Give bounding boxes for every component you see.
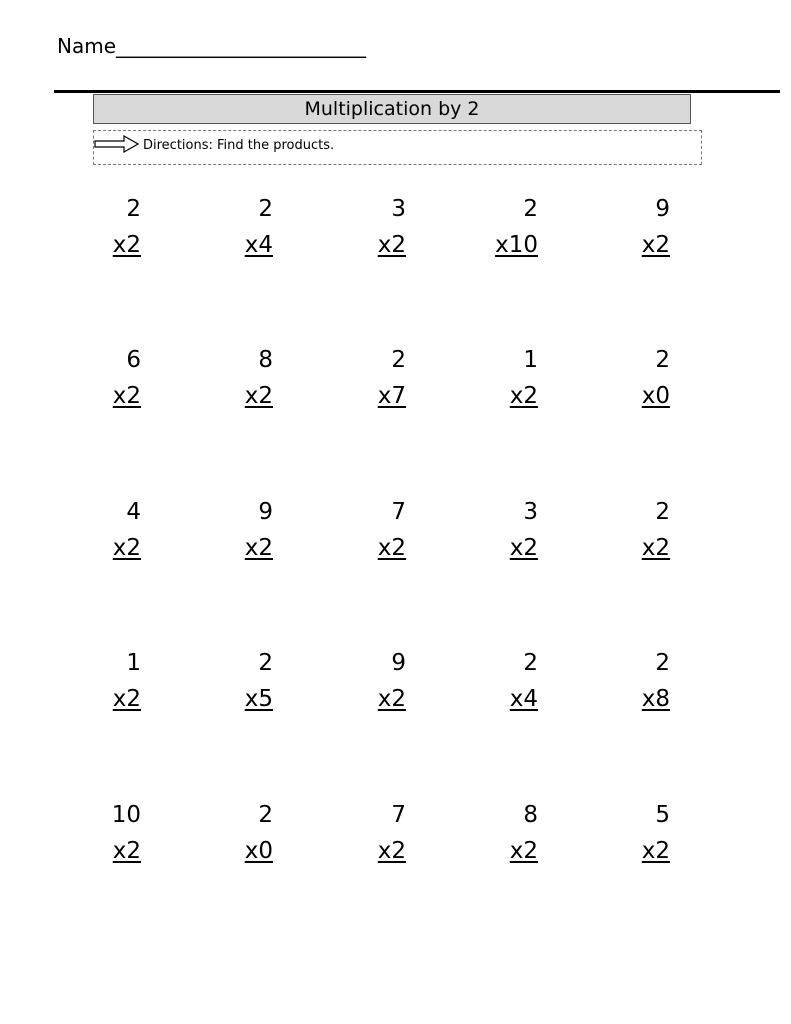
problem-top-number: 8 [258, 347, 273, 373]
problem-multiplier-text: x2 [112, 838, 141, 864]
problem-top-number: 1 [126, 650, 141, 676]
problem-item [71, 191, 141, 263]
problem-multiplier [600, 681, 670, 717]
problem-item [600, 645, 670, 717]
directions-text: Directions: Find the products. [143, 138, 335, 153]
problem-item [600, 494, 670, 566]
problem-item [71, 494, 141, 566]
problem-top-number: 2 [258, 650, 273, 676]
problem-multiplier-text: x2 [112, 686, 141, 712]
problem-multiplier [203, 227, 273, 263]
problem-multiplier-text: x0 [641, 383, 670, 409]
problem-item [71, 797, 141, 869]
problem-multiplier-text: x2 [377, 686, 406, 712]
problem-multiplier-text: x2 [509, 838, 538, 864]
problem-top-number: 1 [523, 347, 538, 373]
problem-multiplier-text: x5 [244, 686, 273, 712]
problem-multiplier [71, 227, 141, 263]
problem-multiplier-text: x2 [509, 383, 538, 409]
problem-multiplier-text: x2 [112, 232, 141, 258]
problem-top-number: 2 [523, 196, 538, 222]
problem-multiplier [336, 833, 406, 869]
problem-multiplier-text: x2 [377, 535, 406, 561]
problem-top-number: 2 [126, 196, 141, 222]
problem-multiplier-text: x2 [112, 383, 141, 409]
problem-top-number: 2 [258, 196, 273, 222]
problem-top-number: 8 [523, 802, 538, 828]
problem-top-number: 10 [111, 802, 141, 828]
problem-top-number: 2 [391, 347, 406, 373]
problem-multiplier [468, 227, 538, 263]
problem-multiplier [336, 681, 406, 717]
problem-item [336, 494, 406, 566]
problem-top-number: 5 [655, 802, 670, 828]
problem-top-number: 3 [523, 499, 538, 525]
problem-multiplier [468, 378, 538, 414]
problem-top-number: 6 [126, 347, 141, 373]
problem-top-number: 2 [655, 650, 670, 676]
problem-item [600, 342, 670, 414]
problem-multiplier [71, 833, 141, 869]
problem-multiplier [600, 378, 670, 414]
problem-multiplier [71, 530, 141, 566]
problem-multiplier-text: x10 [495, 232, 538, 258]
problem-item [203, 191, 273, 263]
problem-top-number: 7 [391, 499, 406, 525]
problem-multiplier-text: x2 [641, 838, 670, 864]
problem-multiplier [468, 681, 538, 717]
problem-multiplier-text: x2 [244, 535, 273, 561]
problem-item [468, 797, 538, 869]
problem-item [203, 494, 273, 566]
problem-multiplier-text: x2 [509, 535, 538, 561]
problem-top-number: 7 [391, 802, 406, 828]
problem-multiplier [336, 227, 406, 263]
problem-multiplier [600, 833, 670, 869]
problem-top-number: 2 [258, 802, 273, 828]
problem-multiplier-text: x0 [244, 838, 273, 864]
problem-multiplier-text: x2 [641, 535, 670, 561]
problem-multiplier-text: x2 [641, 232, 670, 258]
problem-top-number: 9 [391, 650, 406, 676]
problem-top-number: 2 [655, 347, 670, 373]
problem-top-number: 2 [523, 650, 538, 676]
problem-multiplier-text: x2 [377, 838, 406, 864]
problem-top-number: 9 [258, 499, 273, 525]
problem-item [203, 342, 273, 414]
problem-multiplier [336, 530, 406, 566]
problem-multiplier [203, 833, 273, 869]
problem-item [600, 191, 670, 263]
problem-item [71, 645, 141, 717]
problem-item [203, 797, 273, 869]
problem-multiplier [71, 681, 141, 717]
problem-item [468, 645, 538, 717]
problem-top-number: 2 [655, 499, 670, 525]
problem-multiplier [600, 227, 670, 263]
problem-item [336, 797, 406, 869]
problem-top-number: 4 [126, 499, 141, 525]
problem-multiplier-text: x7 [377, 383, 406, 409]
problem-multiplier-text: x4 [244, 232, 273, 258]
problem-top-number: 3 [391, 196, 406, 222]
problem-item [203, 645, 273, 717]
problem-multiplier-text: x2 [112, 535, 141, 561]
problem-multiplier-text: x8 [641, 686, 670, 712]
problem-item [71, 342, 141, 414]
problem-top-number: 9 [655, 196, 670, 222]
problem-item [336, 191, 406, 263]
problem-multiplier [468, 530, 538, 566]
problem-multiplier [203, 681, 273, 717]
problem-item [468, 494, 538, 566]
problem-item [468, 191, 538, 263]
problem-multiplier [468, 833, 538, 869]
problem-item [336, 342, 406, 414]
problem-multiplier [71, 378, 141, 414]
problem-multiplier [203, 530, 273, 566]
name-line[interactable]: Name_________________________ [57, 34, 367, 58]
problem-multiplier [203, 378, 273, 414]
worksheet-title: Multiplication by 2 [93, 94, 691, 124]
problem-item [468, 342, 538, 414]
problem-multiplier [600, 530, 670, 566]
problem-multiplier-text: x4 [509, 686, 538, 712]
problem-multiplier-text: x2 [244, 383, 273, 409]
problem-multiplier [336, 378, 406, 414]
problem-item [600, 797, 670, 869]
problem-multiplier-text: x2 [377, 232, 406, 258]
problem-item [336, 645, 406, 717]
